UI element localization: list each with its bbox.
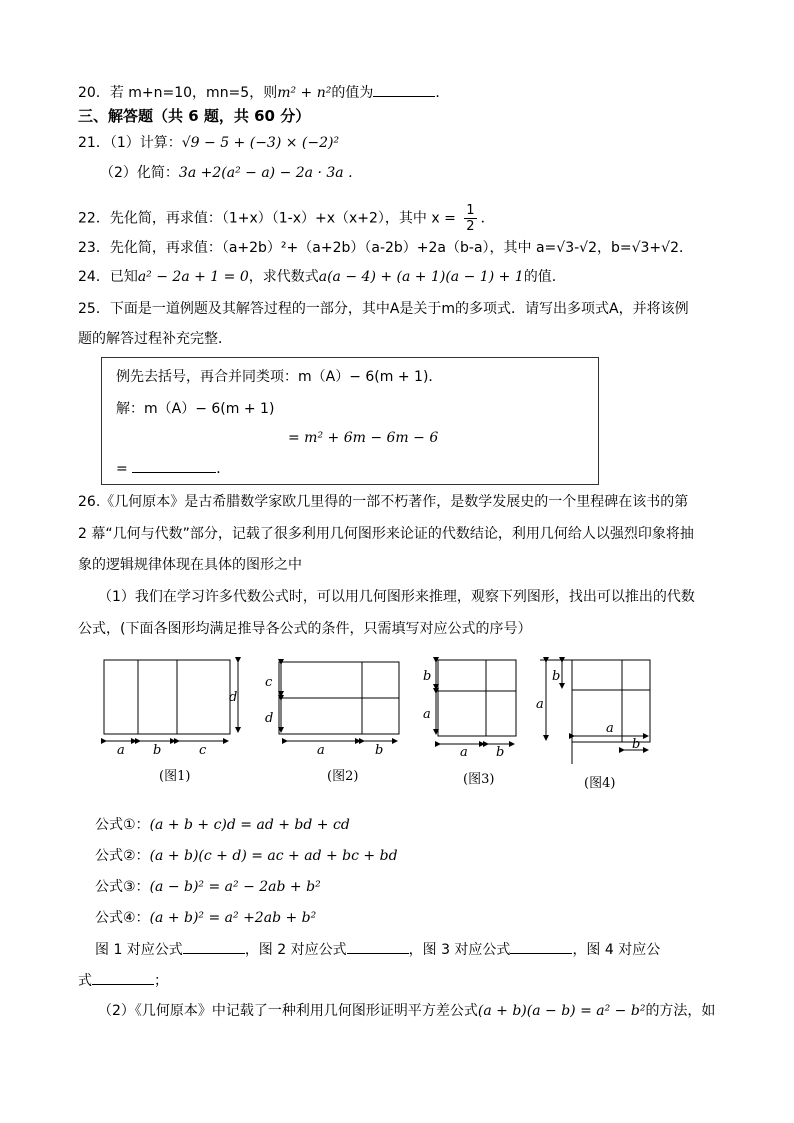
answer-blank-fig2[interactable] (347, 939, 409, 954)
answer-blank[interactable] (373, 82, 435, 97)
answer-blank-fig3[interactable] (510, 939, 572, 954)
formula-3: 公式③：(a − b)² = a² − 2ab + b² (95, 879, 321, 895)
figure-3-caption: (图3) (463, 772, 495, 787)
answer-blank[interactable] (132, 458, 216, 473)
example-box (101, 357, 599, 485)
formula-1: 公式①：(a + b + c)d = ad + bd + cd (95, 817, 350, 833)
question-21-part2: （2）化简：3a +2(a² − a) − 2a · 3a . (100, 165, 353, 181)
label-b: b (552, 669, 561, 684)
question-26-part1-line1: （1）我们在学习许多代数公式时，可以用几何图形来推理，观察下列图形，找出可以推出的代数 (98, 589, 695, 605)
box-line-1: 例先去括号，再合并同类项：m（A）− 6(m + 1)． (116, 369, 443, 385)
box-line-4: = ． (116, 458, 230, 478)
answer-blank-fig1[interactable] (183, 939, 245, 954)
label-b: b (375, 743, 384, 758)
question-26-line3: 象的逻辑规律体现在具体的图形之中 (78, 557, 302, 573)
figure-1 (98, 656, 248, 758)
formula-4: 公式④：(a + b)² = a² +2ab + b² (95, 910, 317, 926)
box-line-2: 解：m（A）− 6(m + 1) (116, 401, 275, 417)
figure-2-caption: (图2) (327, 769, 359, 784)
fraction: $\frac{1}{2}$ (466, 203, 475, 234)
question-25-line1: 25．下面是一道例题及其解答过程的一部分，其中A是关于m的多项式．请写出多项式A，并将该例 (78, 301, 689, 317)
label-b: b (153, 743, 162, 758)
label-d: d (229, 690, 238, 705)
question-20: 20．若 m+n=10，mn=5，则m² + n²的值为 ． (78, 82, 449, 103)
figure-4-caption: (图4) (584, 776, 616, 791)
label-a: a (606, 721, 614, 736)
figure-3 (420, 656, 530, 760)
question-24: 24．已知a² − 2a + 1 = 0，求代数式a(a − 4) + (a + 1)(a − 1) + 1的值. (78, 269, 557, 285)
question-26-line1: 26.《几何原本》是古希腊数学家欧几里得的一部不朽著作，是数学发展史的一个里程碑在该书的第 (78, 494, 689, 510)
answer-line-2: 式 ； (78, 970, 168, 991)
figure-4 (534, 656, 664, 764)
box-line-3: = m² + 6m − 6m − 6 (288, 430, 439, 446)
section-heading: 三、解答题（共 6 题，共 60 分） (78, 107, 311, 125)
label-c: c (199, 743, 207, 758)
question-25-line2: 题的解答过程补充完整． (78, 331, 232, 347)
label-b: b (496, 745, 505, 760)
answer-line-1: 图 1 对应公式 ，图 2 对应公式 ，图 3 对应公式 ，图 4 对应公 (95, 939, 660, 960)
label-a: a (317, 743, 325, 758)
question-23: 23．先化简，再求值：（a+2b）²+（a+2b）（a-2b）+2a（b-a），其中 a=√3-√2，b=√3+√2． (78, 240, 693, 256)
label-a: a (423, 707, 431, 722)
question-26-line2: 2 幕“几何与代数”部分，记载了很多利用几何图形来论证的代数结论，利用几何给人以强烈印象将抽 (78, 526, 694, 542)
question-26-part2: （2）《几何原本》中记载了一种利用几何图形证明平方差公式(a + b)(a − b) = a² − b²的方法，如 (98, 1003, 716, 1019)
label-c: c (265, 675, 273, 690)
figure-1-caption: (图1) (159, 769, 191, 784)
label-a: a (117, 743, 125, 758)
figure-2 (261, 656, 411, 758)
formula-2: 公式②：(a + b)(c + d) = ac + ad + bc + bd (95, 848, 398, 864)
question-21-part1: 21．（1）计算：√9 − 5 + (−3) × (−2)² (78, 135, 340, 151)
question-26-part1-line2: 公式，(下面各图形均满足推导各公式的条件，只需填写对应公式的序号） (78, 621, 532, 637)
label-b: b (423, 669, 432, 684)
label-a: a (460, 745, 468, 760)
label-a: a (536, 697, 544, 712)
answer-blank-fig4[interactable] (92, 970, 154, 985)
label-d: d (265, 711, 274, 726)
question-22: 22．先化简，再求值：（1+x）（1-x）+x（x+2），其中 x = $\frac{1}{2}$ ． (78, 203, 495, 234)
label-b: b (632, 737, 641, 752)
